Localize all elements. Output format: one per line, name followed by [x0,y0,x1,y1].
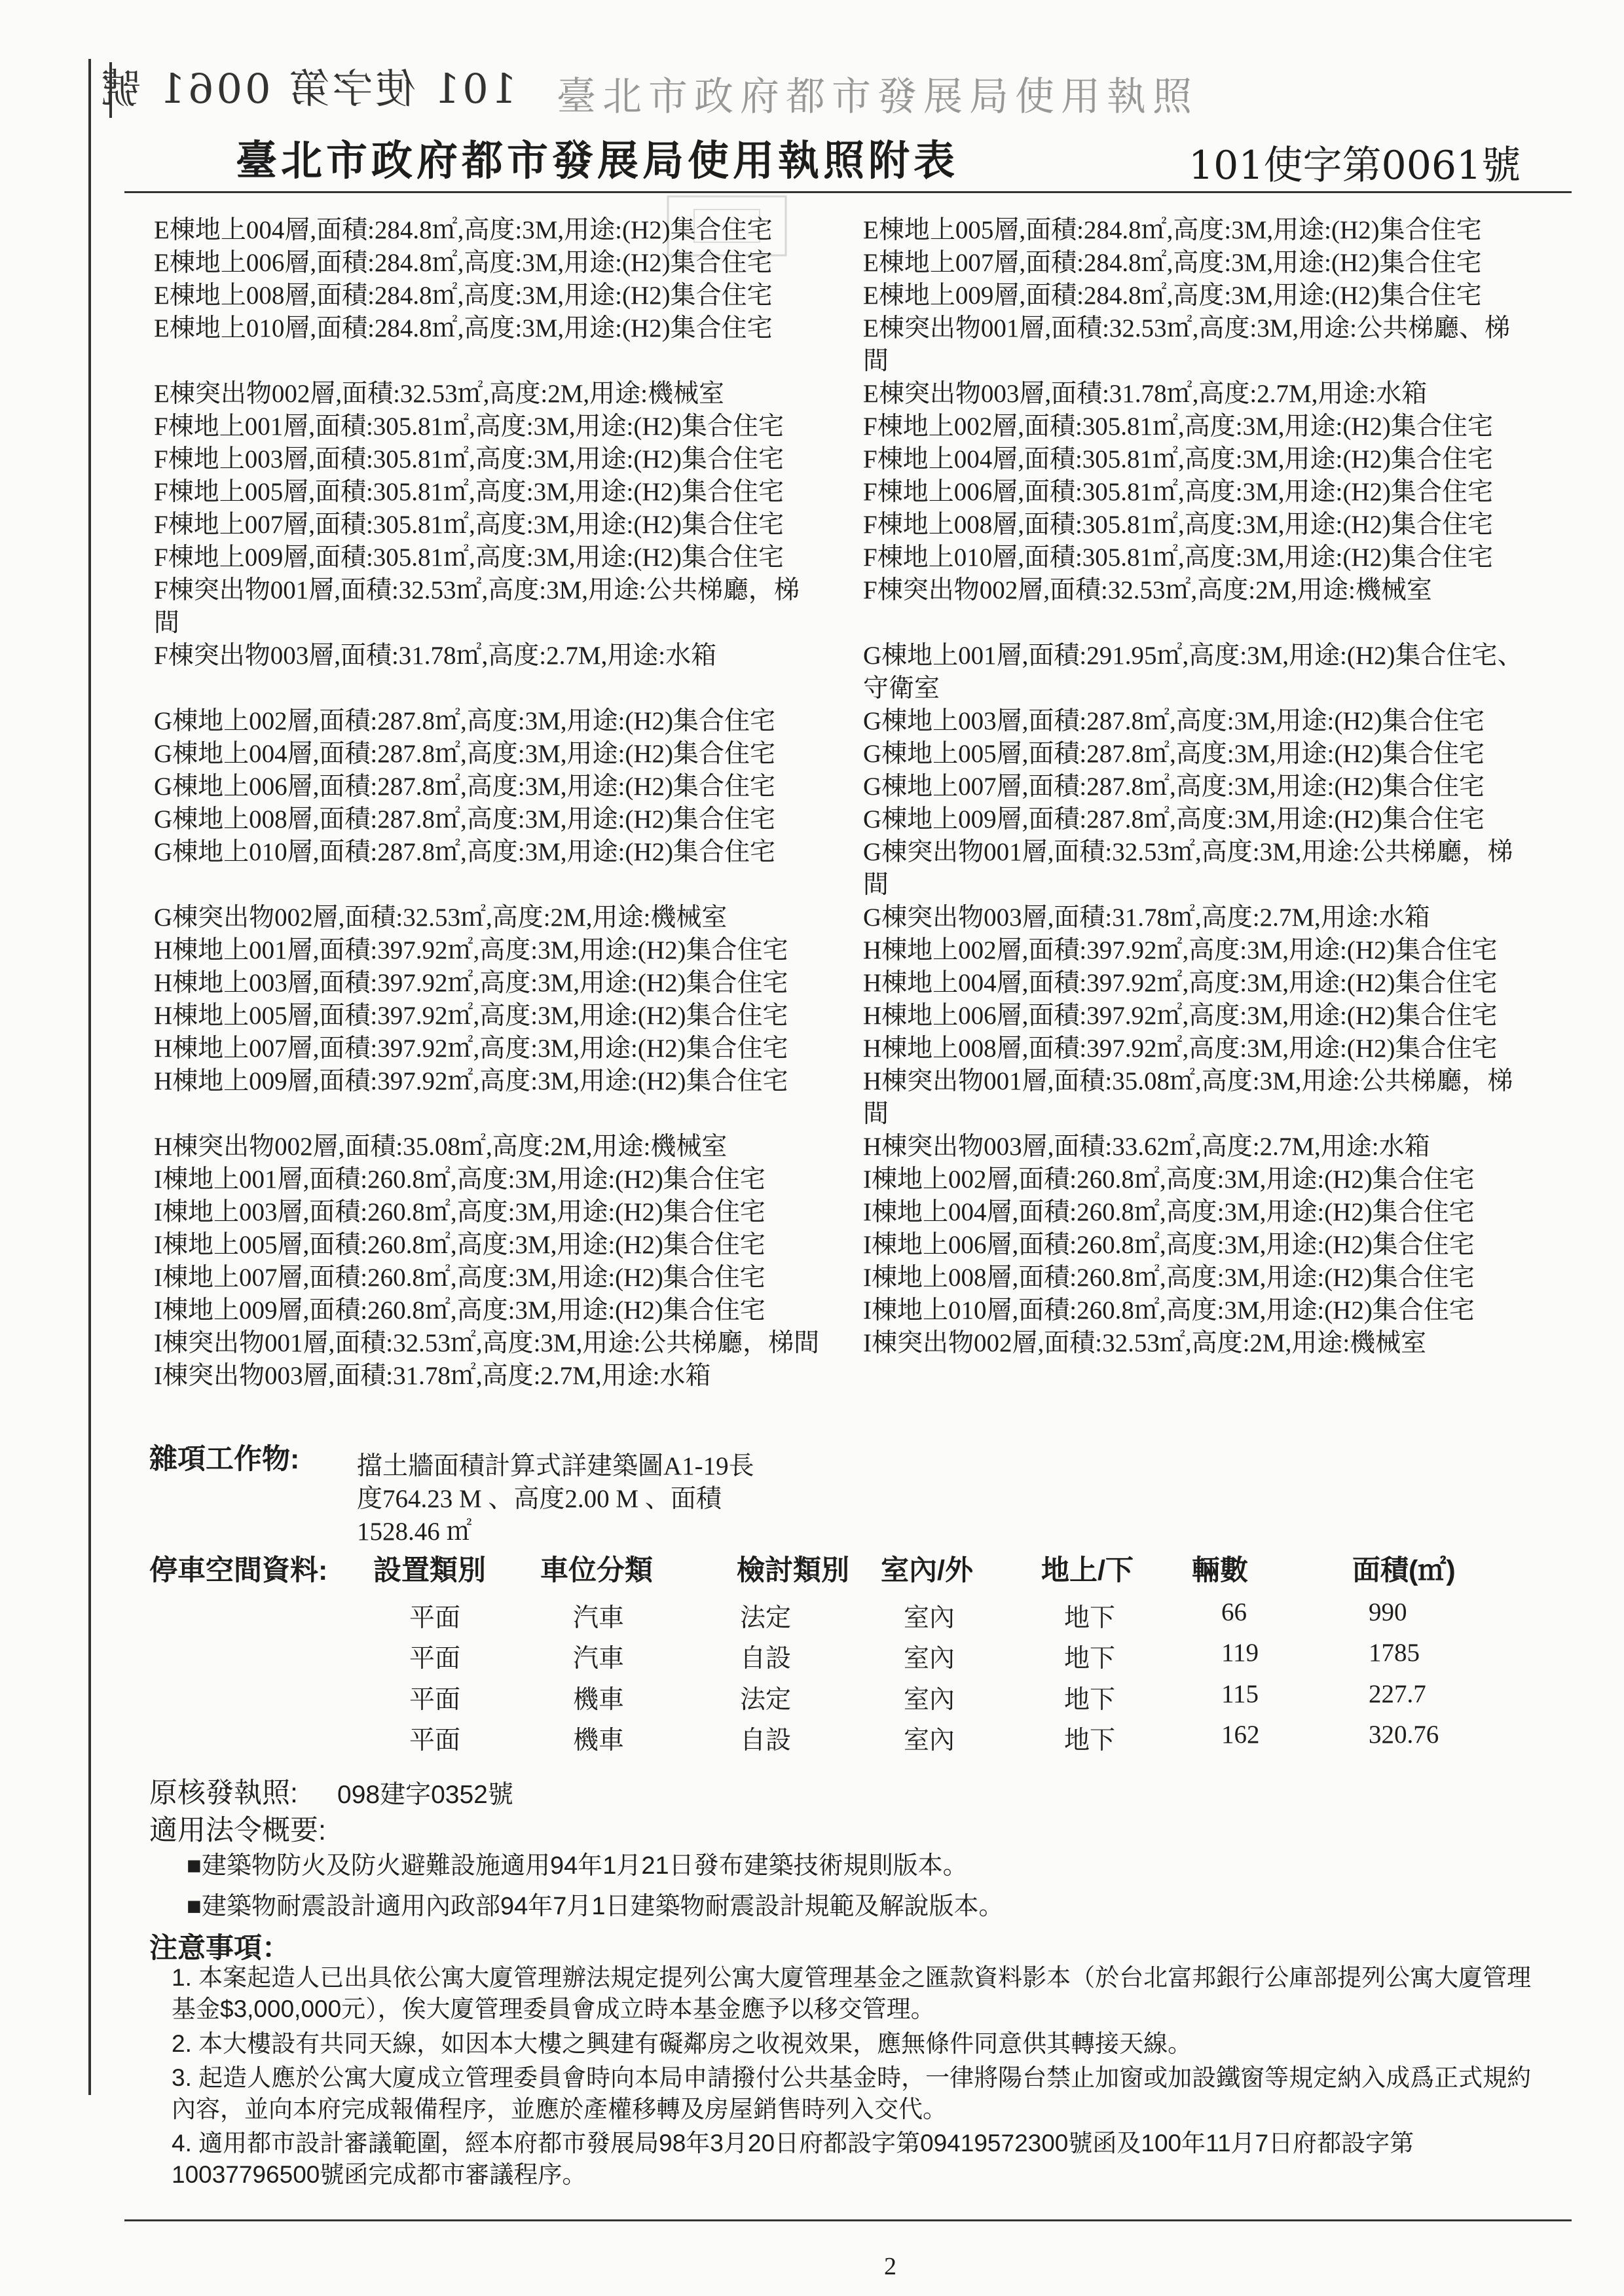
parking-cell: 機車 [573,1686,625,1714]
floor-entry: E棟地上004層,面積:284.8㎡,高度:3M,用途:(H2)集合住宅 [154,216,773,244]
floor-entry: G棟突出物002層,面積:32.53㎡,高度:2M,用途:機械室 [154,903,728,932]
floor-entry: F棟突出物002層,面積:32.53㎡,高度:2M,用途:機械室 [863,576,1432,604]
floor-entry: H棟地上008層,面積:397.92㎡,高度:3M,用途:(H2)集合住宅 [863,1034,1498,1063]
parking-cell: 自設 [740,1645,792,1673]
floor-entry: 間 [863,1100,889,1128]
parking-cell: 室內 [904,1686,955,1714]
floor-entry: E棟地上005層,面積:284.8㎡,高度:3M,用途:(H2)集合住宅 [863,216,1482,244]
note-item: 3. 起造人應於公寓大廈成立管理委員會時向本局申請撥付公共基金時，一律將陽台禁止加窗或加設鐵窗等規定納入成爲正式規約內容，並向本府完成報備程序，並應於產權移轉及房屋銷售時列入交代。 [172,2064,1532,2123]
floor-list-left [154,214,858,1393]
floor-entry [154,1098,858,1131]
parking-cell: 地下 [1064,1645,1116,1673]
parking-cell: 法定 [740,1604,792,1632]
floor-list-right [863,214,1577,1360]
floor-entry: G棟地上010層,面積:287.8㎡,高度:3M,用途:(H2)集合住宅 [154,838,775,866]
parking-cell: 室內 [904,1726,955,1755]
parking-cell: 1785 [1369,1639,1420,1667]
floor-entry: G棟地上009層,面積:287.8㎡,高度:3M,用途:(H2)集合住宅 [863,805,1485,833]
floor-entry: I棟地上006層,面積:260.8㎡,高度:3M,用途:(H2)集合住宅 [863,1231,1475,1259]
parking-column-header: 面積(㎡) [1352,1555,1456,1586]
floor-entry: I棟地上004層,面積:260.8㎡,高度:3M,用途:(H2)集合住宅 [863,1198,1475,1226]
floor-entry [154,869,858,902]
parking-cell: 自設 [740,1726,792,1755]
misc-works-text: 擋土牆面積計算式詳建築圖A1-19長度764.23 M 、高度2.00 M 、面積1528.46 ㎡ [357,1452,754,1546]
parking-cell: 227.7 [1369,1680,1426,1708]
floor-entry: I棟地上003層,面積:260.8㎡,高度:3M,用途:(H2)集合住宅 [154,1198,766,1226]
original-permit-value: 098建字0352號 [337,1781,513,1809]
floor-entry: I棟地上001層,面積:260.8㎡,高度:3M,用途:(H2)集合住宅 [154,1165,766,1194]
floor-entry: F棟地上010層,面積:305.81㎡,高度:3M,用途:(H2)集合住宅 [863,543,1494,572]
floor-entry: F棟地上003層,面積:305.81㎡,高度:3M,用途:(H2)集合住宅 [154,445,784,473]
title-underline [124,191,1572,193]
parking-cell: 室內 [904,1604,955,1632]
floor-entry: E棟地上007層,面積:284.8㎡,高度:3M,用途:(H2)集合住宅 [863,249,1482,277]
parking-cell: 162 [1221,1721,1260,1749]
floor-entry: E棟突出物001層,面積:32.53㎡,高度:3M,用途:公共梯廳、梯 [863,314,1511,342]
floor-entry: F棟地上004層,面積:305.81㎡,高度:3M,用途:(H2)集合住宅 [863,445,1494,473]
floor-entry: E棟地上008層,面積:284.8㎡,高度:3M,用途:(H2)集合住宅 [154,282,773,310]
floor-entry: 間 [863,347,889,375]
floor-entry: I棟地上002層,面積:260.8㎡,高度:3M,用途:(H2)集合住宅 [863,1165,1475,1194]
floor-entry: G棟地上003層,面積:287.8㎡,高度:3M,用途:(H2)集合住宅 [863,707,1485,735]
parking-cell: 320.76 [1369,1721,1439,1749]
floor-entry: G棟突出物001層,面積:32.53㎡,高度:3M,用途:公共梯廳，梯 [863,838,1513,866]
note-item: 4. 適用都市設計審議範圍，經本府都市發展局98年3月20日府都設字第09419572300號函及100年11月7日府都設字第10037796500號函完成都市審議程序。 [172,2130,1414,2188]
floor-entry: G棟突出物003層,面積:31.78㎡,高度:2.7M,用途:水箱 [863,903,1430,932]
parking-cell: 汽車 [573,1645,625,1673]
notes-label: 注意事項： [149,1933,290,1964]
floor-entry: H棟地上002層,面積:397.92㎡,高度:3M,用途:(H2)集合住宅 [863,936,1498,964]
bottom-rule [124,2219,1572,2221]
floor-entry: G棟地上006層,面積:287.8㎡,高度:3M,用途:(H2)集合住宅 [154,773,775,801]
floor-entry: I棟突出物003層,面積:31.78㎡,高度:2.7M,用途:水箱 [154,1362,711,1390]
floor-entry: I棟地上005層,面積:260.8㎡,高度:3M,用途:(H2)集合住宅 [154,1231,766,1259]
note-item: 1. 本案起造人已出具依公寓大廈管理辦法規定提列公寓大廈管理基金之匯款資料影本（於台北富邦銀行公庫部提列公寓大廈管理基金$3,000,000元），俟大廈管理委員會成立時本基金應予以移交管理。 [172,1964,1532,2022]
parking-cell: 115 [1221,1680,1259,1708]
floor-entry: I棟地上008層,面積:260.8㎡,高度:3M,用途:(H2)集合住宅 [863,1264,1475,1292]
parking-column-header: 檢討類別 [737,1555,849,1586]
floor-entry [154,672,858,705]
floor-entry: H棟地上009層,面積:397.92㎡,高度:3M,用途:(H2)集合住宅 [154,1067,788,1095]
floor-entry: I棟突出物001層,面積:32.53㎡,高度:3M,用途:公共梯廳，梯間 [154,1329,820,1357]
floor-entry: F棟地上007層,面積:305.81㎡,高度:3M,用途:(H2)集合住宅 [154,511,784,539]
parking-cell: 平面 [409,1726,461,1755]
parking-cell: 地下 [1064,1604,1116,1632]
floor-entry: E棟地上006層,面積:284.8㎡,高度:3M,用途:(H2)集合住宅 [154,249,773,277]
note-item: 2. 本大樓設有共同天線，如因本大樓之興建有礙鄰房之收視效果，應無條件同意供其轉接天線。 [172,2030,1192,2057]
parking-cell: 地下 [1064,1686,1116,1714]
parking-cell: 室內 [904,1645,955,1673]
floor-entry: H棟地上006層,面積:397.92㎡,高度:3M,用途:(H2)集合住宅 [863,1002,1498,1030]
laws-label: 適用法令概要: [149,1815,326,1846]
parking-column-header: 輛數 [1192,1555,1248,1586]
floor-entry: I棟突出物002層,面積:32.53㎡,高度:2M,用途:機械室 [863,1329,1427,1357]
parking-column-header: 地上/下 [1041,1555,1134,1586]
floor-entry: F棟地上002層,面積:305.81㎡,高度:3M,用途:(H2)集合住宅 [863,412,1494,441]
floor-entry: F棟地上005層,面積:305.81㎡,高度:3M,用途:(H2)集合住宅 [154,478,784,506]
parking-cell: 990 [1369,1598,1407,1626]
floor-entry: G棟地上007層,面積:287.8㎡,高度:3M,用途:(H2)集合住宅 [863,773,1485,801]
floor-entry: H棟地上005層,面積:397.92㎡,高度:3M,用途:(H2)集合住宅 [154,1002,788,1030]
parking-cell: 機車 [573,1726,625,1755]
floor-entry: 守衛室 [863,674,940,702]
parking-cell: 平面 [409,1604,461,1632]
parking-cell: 汽車 [573,1604,625,1632]
floor-entry: I棟地上007層,面積:260.8㎡,高度:3M,用途:(H2)集合住宅 [154,1264,766,1292]
floor-entry: G棟地上005層,面積:287.8㎡,高度:3M,用途:(H2)集合住宅 [863,740,1485,768]
floor-entry: E棟突出物003層,面積:31.78㎡,高度:2.7M,用途:水箱 [863,380,1428,408]
parking-cell: 平面 [409,1645,461,1673]
parking-cell: 地下 [1064,1726,1116,1755]
floor-entry: 間 [154,609,180,637]
mirrored-bleed-through-text: 101 使字第 0061 號 [98,65,517,113]
floor-entry [863,607,1577,640]
floor-entry: F棟地上009層,面積:305.81㎡,高度:3M,用途:(H2)集合住宅 [154,543,784,572]
parking-cell: 平面 [409,1686,461,1714]
parking-column-header: 車位分類 [540,1555,653,1586]
floor-entry: H棟突出物003層,面積:33.62㎡,高度:2.7M,用途:水箱 [863,1133,1430,1161]
misc-works-label: 雜項工作物: [149,1444,300,1475]
floor-entry: H棟突出物001層,面積:35.08㎡,高度:3M,用途:公共梯廳，梯 [863,1067,1513,1095]
floor-entry: G棟地上002層,面積:287.8㎡,高度:3M,用途:(H2)集合住宅 [154,707,775,735]
law-item: ■建築物耐震設計適用內政部94年7月1日建築物耐震設計規範及解說版本。 [187,1893,1004,1920]
floor-entry [154,345,858,378]
parking-cell: 66 [1221,1598,1247,1626]
left-margin-rule [88,59,91,2095]
floor-entry: E棟地上009層,面積:284.8㎡,高度:3M,用途:(H2)集合住宅 [863,282,1482,310]
permit-number: 101使字第0061號 [1189,143,1521,189]
floor-entry: H棟地上004層,面積:397.92㎡,高度:3M,用途:(H2)集合住宅 [863,969,1498,997]
floor-entry: E棟突出物002層,面積:32.53㎡,高度:2M,用途:機械室 [154,380,725,408]
floor-entry: F棟地上008層,面積:305.81㎡,高度:3M,用途:(H2)集合住宅 [863,511,1494,539]
floor-entry: G棟地上008層,面積:287.8㎡,高度:3M,用途:(H2)集合住宅 [154,805,775,833]
floor-entry: F棟地上006層,面積:305.81㎡,高度:3M,用途:(H2)集合住宅 [863,478,1494,506]
floor-entry: F棟地上001層,面積:305.81㎡,高度:3M,用途:(H2)集合住宅 [154,412,784,441]
parking-column-header: 設置類別 [373,1555,486,1586]
page-number: 2 [884,2253,896,2280]
document-title: 臺北市政府都市發展局使用執照附表 [236,136,959,185]
floor-entry: I棟地上010層,面積:260.8㎡,高度:3M,用途:(H2)集合住宅 [863,1296,1475,1324]
floor-entry: F棟突出物003層,面積:31.78㎡,高度:2.7M,用途:水箱 [154,642,717,670]
parking-cell: 法定 [740,1686,792,1714]
floor-entry: G棟地上004層,面積:287.8㎡,高度:3M,用途:(H2)集合住宅 [154,740,775,768]
floor-entry: H棟地上003層,面積:397.92㎡,高度:3M,用途:(H2)集合住宅 [154,969,788,997]
floor-entry: H棟地上007層,面積:397.92㎡,高度:3M,用途:(H2)集合住宅 [154,1034,788,1063]
floor-entry: H棟地上001層,面積:397.92㎡,高度:3M,用途:(H2)集合住宅 [154,936,788,964]
floor-entry: E棟地上010層,面積:284.8㎡,高度:3M,用途:(H2)集合住宅 [154,314,773,342]
parking-label: 停車空間資料: [149,1555,328,1586]
floor-entry: F棟突出物001層,面積:32.53㎡,高度:3M,用途:公共梯廳，梯 [154,576,800,604]
floor-entry: I棟地上009層,面積:260.8㎡,高度:3M,用途:(H2)集合住宅 [154,1296,766,1324]
floor-entry: G棟地上001層,面積:291.95㎡,高度:3M,用途:(H2)集合住宅、 [863,642,1523,670]
law-item: ■建築物防火及防火避難設施適用94年1月21日發布建築技術規則版本。 [187,1852,968,1880]
floor-entry: H棟突出物002層,面積:35.08㎡,高度:2M,用途:機械室 [154,1133,728,1161]
original-permit-label: 原核發執照: [149,1777,298,1809]
floor-entry: 間 [863,871,889,899]
parking-column-header: 室內/外 [881,1555,973,1586]
parking-cell: 119 [1221,1639,1259,1667]
faint-bleed-through-text: 臺北市政府都市發展局使用執照 [557,74,1198,120]
